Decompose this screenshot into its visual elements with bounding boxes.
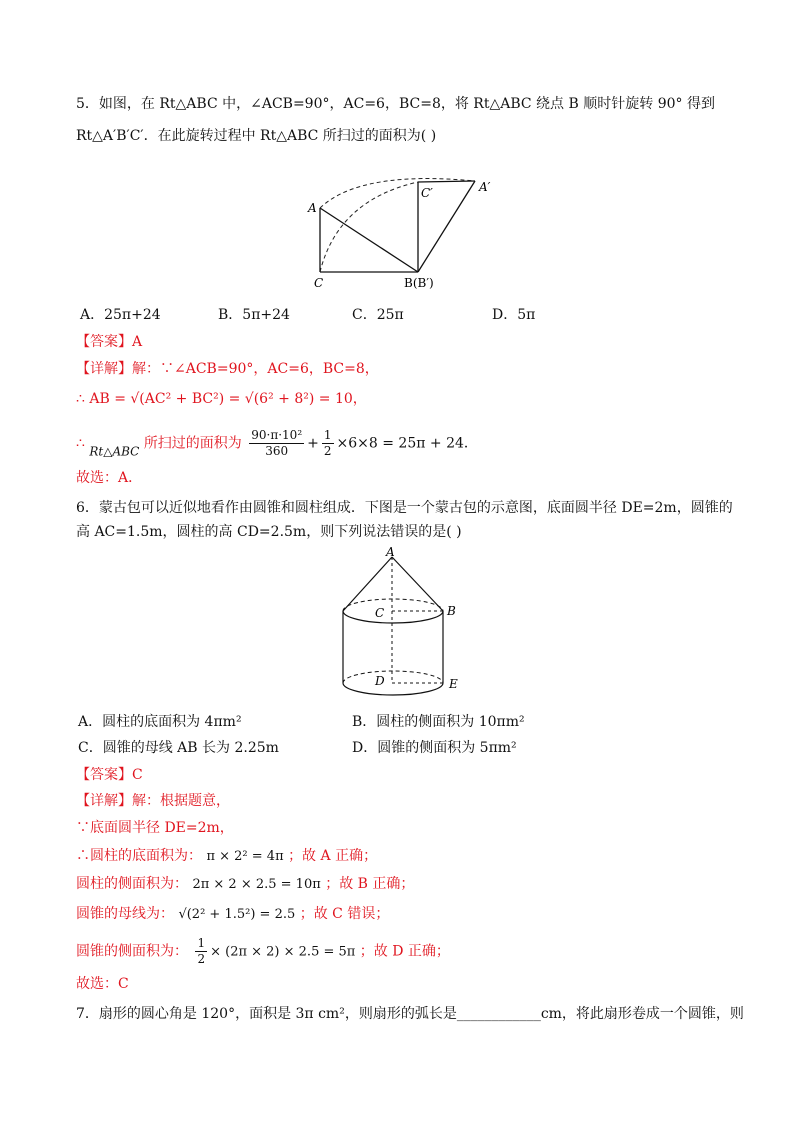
q6-yurt-figure	[335, 545, 470, 705]
q5-label-b: B(B′)	[404, 276, 434, 290]
q5-step2-frac-den: 360	[265, 444, 289, 458]
q6-step2-math: π × 2² = 4π	[206, 849, 284, 864]
q5-step2-sub: Rt△ABC	[89, 444, 140, 459]
q6-detail-rest: 解：根据题意，	[132, 793, 230, 809]
q6-label-a: A	[386, 545, 395, 559]
q6-step2-tail: ；故 A 正确；	[288, 848, 378, 864]
q5-stem-line2: Rt△A′B′C′．在此旋转过程中 Rt△ABC 所扫过的面积为( )	[76, 128, 437, 144]
q6-step3-math: 2π × 2 × 2.5 = 10π	[192, 877, 321, 892]
q6-option-b: B．圆柱的侧面积为 10πm²	[352, 714, 525, 730]
q6-step3-tail: ；故 B 正确；	[325, 876, 415, 892]
q6-step5-tail: ；故 D 正确；	[359, 943, 450, 960]
q6-step4	[76, 904, 389, 925]
q6-label-d: D	[375, 674, 385, 688]
q5-step2-frac-num: 90·π·10²	[251, 428, 303, 442]
q6-step2	[76, 846, 377, 867]
q7-stem-line1: 7．扇形的圆心角是 120°，面积是 3π cm²，则扇形的弧长是____________cm，将此扇形卷成一个圆锥，则	[76, 1006, 744, 1022]
q5-step2-tail: ×6×8 = 25π + 24．	[336, 435, 478, 452]
q6-step5-math: × (2π × 2) × 2.5 = 5π	[210, 944, 356, 960]
q6-label-e: E	[449, 677, 458, 691]
q6-step3	[76, 874, 414, 895]
q6-step5-frac-den: 2	[197, 952, 206, 966]
q6-step5	[76, 936, 450, 968]
q5-detail	[76, 359, 379, 379]
q5-step2-prefix: ∴	[76, 435, 85, 452]
q5-option-c: C．25π	[352, 307, 404, 323]
q5-step2-plus: +	[307, 435, 319, 452]
q5-stem-line1: 5．如图，在 Rt△ABC 中，∠ACB=90°，AC=6，BC=8，将 Rt△ABC 绕点 B 顺时针旋转 90° 得到	[76, 96, 715, 112]
q6-step4-label: 圆锥的母线为：	[76, 906, 174, 922]
q5-option-d: D．5π	[492, 307, 536, 323]
q6-step2-label: ∴圆柱的底面积为：	[76, 848, 202, 864]
q6-step5-label: 圆锥的侧面积为：	[76, 943, 188, 960]
q5-detail-rest: 解：∵∠ACB=90°，AC=6，BC=8，	[132, 361, 379, 377]
q6-detail	[76, 791, 230, 811]
q5-label-c: C	[314, 276, 324, 290]
q6-step3-label: 圆柱的侧面积为：	[76, 876, 188, 892]
q6-option-d: D．圆锥的侧面积为 5πm²	[352, 740, 517, 756]
q6-step4-math: √(2² + 1.5²) = 2.5	[178, 907, 296, 922]
q5-detail-head: 【详解】	[76, 361, 132, 377]
q6-stem-line1: 6．蒙古包可以近似地看作由圆锥和圆柱组成．下图是一个蒙古包的示意图，底面圆半径 DE=2m，圆锥的	[76, 500, 733, 516]
q5-step2-mid: 所扫过的面积为	[143, 435, 242, 452]
q6-label-c: C	[375, 606, 385, 620]
q5-rotation-figure	[300, 160, 500, 300]
q6-answer: 【答案】C	[76, 767, 143, 783]
q5-step2-half-den: 2	[323, 444, 332, 458]
q6-step5-frac-num: 1	[197, 936, 206, 950]
q5-step2-half	[322, 428, 334, 459]
q5-step1: ∴ AB = √(AC² + BC²) = √(6² + 8²) = 10，	[76, 391, 367, 407]
q5-step2-half-num: 1	[323, 428, 332, 442]
q5-step2	[76, 428, 478, 467]
q6-detail-head: 【详解】	[76, 793, 132, 809]
q6-stem-line2: 高 AC=1.5m，圆柱的高 CD=2.5m，则下列说法错误的是( )	[76, 524, 462, 540]
q6-option-c: C．圆锥的母线 AB 长为 2.25m	[78, 740, 279, 756]
q5-answer: 【答案】A	[76, 334, 143, 350]
q6-step4-tail: ；故 C 错误；	[299, 906, 390, 922]
q5-option-b: B．5π+24	[218, 307, 290, 323]
q6-conclusion: 故选：C	[76, 976, 129, 992]
q6-option-a: A．圆柱的底面积为 4πm²	[78, 714, 242, 730]
q5-step2-fraction	[249, 428, 304, 459]
q6-step5-fraction	[195, 936, 207, 967]
q5-label-c-prime: C′	[421, 186, 433, 200]
q5-label-a: A	[308, 201, 317, 215]
q5-option-a: A．25π+24	[80, 307, 161, 323]
q6-label-b: B	[447, 604, 456, 618]
q5-label-a-prime: A′	[479, 180, 491, 194]
q6-step1: ∵底面圆半径 DE=2m，	[76, 820, 234, 836]
q5-conclusion: 故选：A．	[76, 470, 143, 486]
